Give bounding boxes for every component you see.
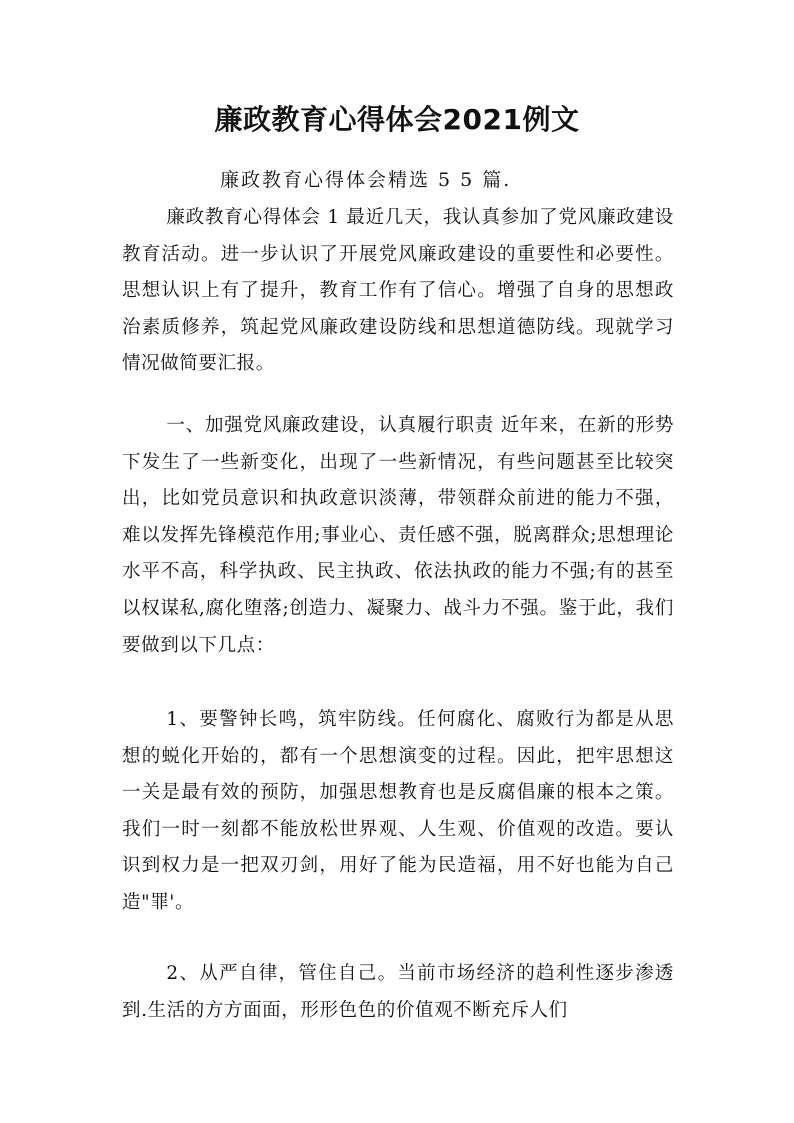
- paragraph-1: 廉政教育心得体会 1 最近几天，我认真参加了党风廉政建设教育活动。进一步认识了开展党风廉政建设的重要性和必要性。思想认识上有了提升，教育工作有了信心。增强了自身的思想政治素质修养，筑起党风廉政建设防线和思想道德防线。现就学习情况做简要汇报。: [122, 207, 674, 375]
- paragraph-4: 2、从严自律，管住自己。当前市场经济的趋利性逐步渗透到.生活的方方面面，形形色色的价值观不断充斥人们: [122, 963, 674, 1021]
- paragraph-3: 1、要警钟长鸣，筑牢防线。任何腐化、腐败行为都是从思想的蜕化开始的，都有一个思想演变的过程。因此，把牢思想这一关是最有效的预防，加强思想教育也是反腐倡廉的根本之策。我们一时一刻都不能放松世界观、人生观、价值观的改造。要认识到权力是一把双刃剑，用好了能为民造福，用不好也能为自己造"罪'。: [122, 709, 674, 913]
- document-subtitle: 廉政教育心得体会精选 5 5 篇.: [220, 169, 512, 191]
- document-title: 廉政教育心得体会2021例文: [214, 103, 580, 136]
- paragraph-2: 一、加强党风廉政建设，认真履行职责 近年来，在新的形势下发生了一些新变化，出现了一些新情况，有些问题甚至比较突出，比如党员意识和执政意识淡薄，带领群众前进的能力不强，难以发挥先锋模范作用;事业心、责任感不强，脱离群众;思想理论水平不高，科学执政、民主执政、依法执政的能力不强;有的甚至以权谋私,腐化堕落;创造力、凝聚力、战斗力不强。鉴于此，我们要做到以下几点：: [122, 415, 674, 656]
